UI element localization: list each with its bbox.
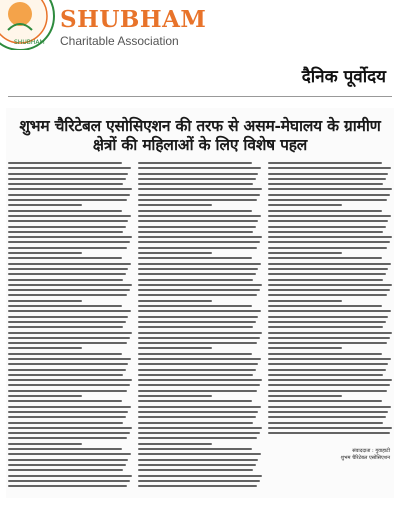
text-line bbox=[268, 374, 383, 376]
article-column-1 bbox=[8, 162, 132, 490]
text-line bbox=[268, 204, 342, 206]
text-line bbox=[8, 374, 123, 376]
text-line bbox=[8, 300, 82, 302]
text-line bbox=[8, 173, 128, 175]
text-line bbox=[138, 395, 212, 397]
text-line bbox=[268, 432, 390, 434]
text-line bbox=[8, 475, 132, 477]
text-line bbox=[138, 326, 253, 328]
text-line bbox=[8, 369, 126, 371]
text-line bbox=[138, 337, 260, 339]
text-line bbox=[138, 279, 253, 281]
text-line bbox=[138, 379, 262, 381]
text-line bbox=[8, 279, 123, 281]
text-line bbox=[8, 199, 127, 201]
text-line bbox=[138, 284, 262, 286]
article-headline: शुभम चैरिटेबल एसोसिएशन की तरफ से असम-मेघालय के ग्रामीण क्षेत्रों की महिलाओं के लिए विशेष पहल bbox=[19, 116, 381, 154]
text-line bbox=[268, 416, 386, 418]
divider bbox=[8, 96, 392, 97]
text-line bbox=[138, 236, 262, 238]
text-line bbox=[8, 395, 82, 397]
text-line bbox=[8, 416, 126, 418]
text-line bbox=[8, 316, 128, 318]
article-body bbox=[8, 162, 392, 490]
text-line bbox=[268, 427, 392, 429]
text-line bbox=[138, 294, 257, 296]
masthead-title: दैनिक पूर्वोदय bbox=[301, 67, 386, 87]
text-line bbox=[268, 342, 387, 344]
text-line bbox=[138, 459, 258, 461]
text-line bbox=[8, 384, 130, 386]
byline-line-1: संवाददाता : गुवाहाटी bbox=[352, 448, 390, 454]
text-line bbox=[138, 188, 262, 190]
text-line bbox=[8, 353, 122, 355]
text-line bbox=[138, 347, 212, 349]
text-line bbox=[268, 289, 390, 291]
text-line bbox=[268, 294, 387, 296]
text-line bbox=[8, 162, 122, 164]
text-line bbox=[138, 310, 261, 312]
text-line bbox=[138, 305, 252, 307]
text-line bbox=[268, 188, 392, 190]
text-line bbox=[268, 279, 383, 281]
text-line bbox=[8, 400, 122, 402]
text-line bbox=[8, 342, 127, 344]
text-line bbox=[8, 167, 131, 169]
text-line bbox=[268, 321, 386, 323]
text-line bbox=[8, 453, 131, 455]
text-line bbox=[8, 347, 82, 349]
text-line bbox=[268, 316, 388, 318]
text-line bbox=[8, 332, 132, 334]
text-line bbox=[268, 252, 342, 254]
text-line bbox=[8, 337, 130, 339]
text-line bbox=[268, 347, 342, 349]
text-line bbox=[268, 247, 387, 249]
text-line bbox=[268, 395, 342, 397]
text-line bbox=[138, 485, 257, 487]
text-line bbox=[138, 241, 260, 243]
text-line bbox=[138, 183, 253, 185]
text-line bbox=[8, 437, 127, 439]
text-line bbox=[8, 411, 128, 413]
text-line bbox=[268, 422, 383, 424]
text-line bbox=[268, 300, 342, 302]
text-line bbox=[8, 215, 131, 217]
text-line bbox=[138, 416, 256, 418]
text-line bbox=[8, 443, 82, 445]
text-line bbox=[8, 305, 122, 307]
text-line bbox=[8, 178, 126, 180]
text-line bbox=[268, 406, 391, 408]
text-line bbox=[8, 210, 122, 212]
text-line bbox=[268, 369, 386, 371]
article-byline bbox=[341, 448, 390, 462]
text-line bbox=[8, 390, 127, 392]
text-line bbox=[8, 358, 131, 360]
text-line bbox=[268, 226, 386, 228]
text-line bbox=[8, 406, 131, 408]
text-line bbox=[8, 321, 126, 323]
text-line bbox=[8, 459, 128, 461]
text-line bbox=[8, 427, 132, 429]
text-line bbox=[138, 226, 256, 228]
text-line bbox=[138, 358, 261, 360]
text-line bbox=[8, 188, 132, 190]
brand-block bbox=[60, 8, 206, 48]
text-line bbox=[8, 294, 127, 296]
text-line bbox=[268, 215, 391, 217]
text-line bbox=[138, 173, 258, 175]
text-line bbox=[8, 363, 128, 365]
text-line bbox=[268, 411, 388, 413]
text-line bbox=[268, 379, 392, 381]
text-line bbox=[8, 183, 123, 185]
text-line bbox=[8, 263, 131, 265]
text-line bbox=[268, 241, 390, 243]
text-line bbox=[268, 263, 391, 265]
text-line bbox=[138, 289, 260, 291]
text-line bbox=[268, 273, 386, 275]
text-line bbox=[268, 178, 386, 180]
brand-subtitle: Charitable Association bbox=[60, 34, 179, 48]
text-line bbox=[138, 480, 260, 482]
text-line bbox=[8, 252, 82, 254]
text-line bbox=[268, 326, 383, 328]
text-line bbox=[138, 353, 252, 355]
logo-mark bbox=[0, 0, 58, 50]
text-line bbox=[268, 390, 387, 392]
text-line bbox=[138, 252, 212, 254]
text-line bbox=[138, 273, 256, 275]
text-line bbox=[138, 316, 258, 318]
text-line bbox=[268, 257, 382, 259]
text-line bbox=[268, 337, 390, 339]
text-line bbox=[138, 374, 253, 376]
text-line bbox=[268, 332, 392, 334]
text-line bbox=[8, 204, 82, 206]
text-line bbox=[8, 236, 132, 238]
text-line bbox=[138, 369, 256, 371]
article-column-3 bbox=[268, 162, 392, 490]
text-line bbox=[138, 464, 256, 466]
text-line bbox=[8, 241, 130, 243]
text-line bbox=[268, 310, 391, 312]
text-line bbox=[138, 178, 256, 180]
text-line bbox=[8, 326, 123, 328]
text-line bbox=[138, 406, 261, 408]
text-line bbox=[268, 194, 390, 196]
text-line bbox=[138, 300, 212, 302]
text-line bbox=[138, 363, 258, 365]
text-line bbox=[8, 194, 130, 196]
text-line bbox=[138, 437, 257, 439]
text-line bbox=[138, 247, 257, 249]
text-line bbox=[138, 257, 252, 259]
text-line bbox=[8, 379, 132, 381]
text-line bbox=[138, 167, 261, 169]
text-line bbox=[8, 432, 130, 434]
text-line bbox=[138, 469, 253, 471]
text-line bbox=[268, 231, 383, 233]
text-line bbox=[268, 199, 387, 201]
text-line bbox=[138, 220, 258, 222]
text-line bbox=[8, 289, 130, 291]
text-line bbox=[268, 305, 382, 307]
text-line bbox=[8, 226, 126, 228]
text-line bbox=[8, 422, 123, 424]
text-line bbox=[138, 210, 252, 212]
text-line bbox=[268, 183, 383, 185]
text-line bbox=[138, 199, 257, 201]
text-line bbox=[138, 453, 261, 455]
text-line bbox=[8, 485, 127, 487]
text-line bbox=[268, 173, 388, 175]
text-line bbox=[138, 321, 256, 323]
text-line bbox=[8, 284, 132, 286]
text-line bbox=[138, 427, 262, 429]
text-line bbox=[8, 464, 126, 466]
text-line bbox=[138, 432, 260, 434]
text-line bbox=[268, 220, 388, 222]
text-line bbox=[138, 411, 258, 413]
text-line bbox=[268, 210, 382, 212]
text-line bbox=[138, 332, 262, 334]
text-line bbox=[268, 363, 388, 365]
text-line bbox=[8, 220, 128, 222]
text-line bbox=[8, 480, 130, 482]
brand-name: SHUBHAM bbox=[60, 6, 207, 33]
newspaper-masthead bbox=[302, 64, 386, 88]
text-line bbox=[8, 268, 128, 270]
text-line bbox=[138, 162, 252, 164]
logo-ring-text: SHUBHAM bbox=[14, 39, 45, 46]
article-column-2 bbox=[138, 162, 262, 490]
text-line bbox=[8, 257, 122, 259]
text-line bbox=[268, 384, 390, 386]
text-line bbox=[268, 167, 391, 169]
text-line bbox=[268, 162, 382, 164]
text-line bbox=[8, 448, 122, 450]
text-line bbox=[8, 273, 126, 275]
text-line bbox=[268, 400, 382, 402]
text-line bbox=[138, 342, 257, 344]
text-line bbox=[138, 215, 261, 217]
text-line bbox=[268, 353, 382, 355]
byline-line-2: शुभम चैरिटेबल एसोसिएशन bbox=[340, 455, 390, 461]
text-line bbox=[268, 284, 392, 286]
text-line bbox=[138, 204, 212, 206]
text-line bbox=[8, 231, 123, 233]
text-line bbox=[268, 236, 392, 238]
text-line bbox=[138, 384, 260, 386]
text-line bbox=[8, 247, 127, 249]
newspaper-clipping bbox=[6, 108, 394, 498]
text-line bbox=[138, 263, 261, 265]
text-line bbox=[138, 422, 253, 424]
text-line bbox=[138, 390, 257, 392]
text-line bbox=[8, 310, 131, 312]
text-line bbox=[268, 268, 388, 270]
text-line bbox=[138, 475, 262, 477]
text-line bbox=[268, 358, 391, 360]
text-line bbox=[138, 194, 260, 196]
text-line bbox=[138, 231, 253, 233]
text-line bbox=[138, 443, 212, 445]
text-line bbox=[138, 400, 252, 402]
text-line bbox=[138, 448, 252, 450]
text-line bbox=[138, 268, 258, 270]
text-line bbox=[8, 469, 123, 471]
